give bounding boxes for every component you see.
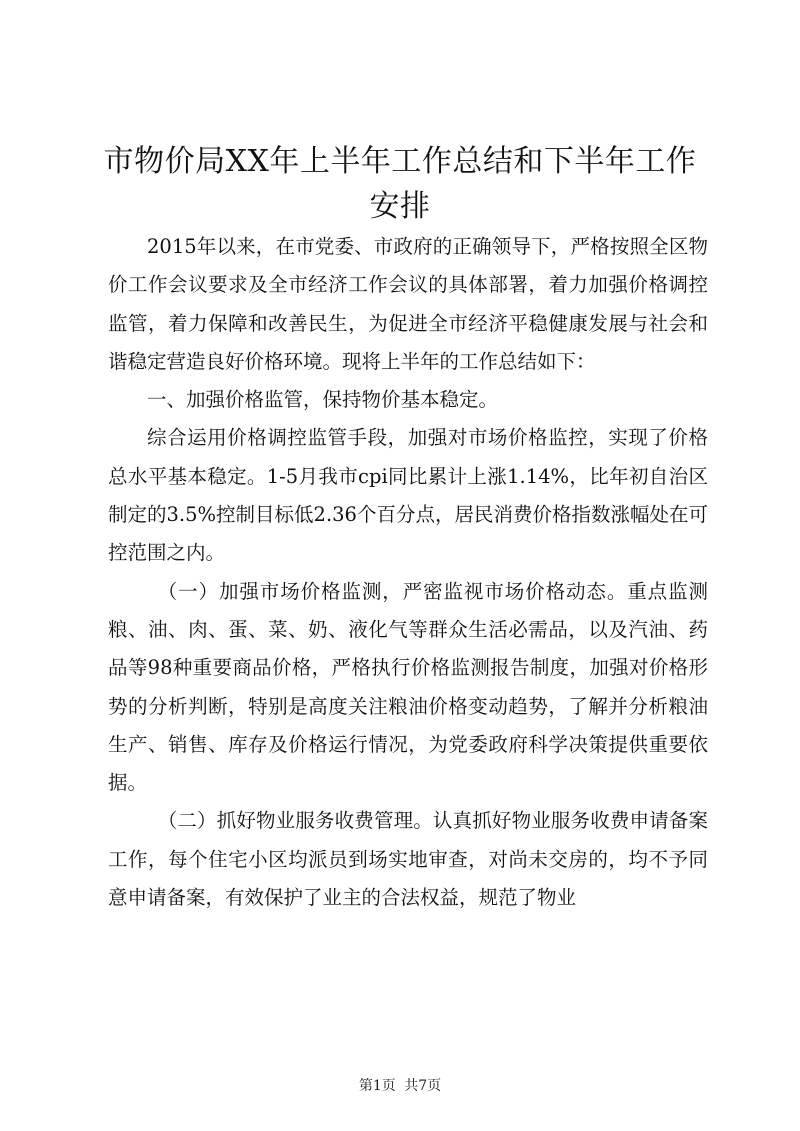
document-title-line-1: 市物价局XX年上半年工作总结和下半年工作 — [103, 144, 697, 179]
page-total: 共7页 — [404, 1078, 442, 1094]
section-heading-1: 一、加强价格监管，保持物价基本稳定。 — [147, 388, 499, 412]
subsection-2-paragraph: （二）抓好物业服务收费管理。认真抓好物业服务收费申请备案工作，每个住宅小区均派员到场实地审查，对尚未交房的，均不予同意申请备案，有效保护了业主的合法权益，规范了物业 — [108, 809, 708, 910]
document-title-line-2: 安排 — [369, 189, 431, 224]
intro-paragraph: 2015年以来，在市党委、市政府的正确领导下，严格按照全区物价工作会议要求及全市经济工作会议的具体部署，着力加强价格调控监管，着力保障和改善民生，为促进全市经济平稳健康发展与社会和谐稳定营造良好价格环境。现将上半年的工作总结如下： — [108, 235, 708, 373]
section-1-paragraph: 综合运用价格调控监管手段，加强对市场价格监控，实现了价格总水平基本稳定。1-5月我市cpi同比累计上涨1.14%，比年初自治区制定的3.5%控制目标低2.36个百分点，居民消费价格指数涨幅处在可控范围之内。 — [108, 426, 708, 565]
document-body — [108, 228, 708, 917]
page-number: 第1页 — [358, 1078, 396, 1094]
page-footer — [0, 1076, 800, 1096]
subsection-1-paragraph: （一）加强市场价格监测，严密监视市场价格动态。重点监测粮、油、肉、蛋、菜、奶、液化气等群众生活必需品，以及汽油、药品等98种重要商品价格，严格执行价格监测报告制度，加强对价格形势的分析判断，特别是高度关注粮油价格变动趋势，了解并分析粮油生产、销售、库存及价格运行情况，为党委政府科学决策提供重要依据。 — [108, 579, 708, 795]
